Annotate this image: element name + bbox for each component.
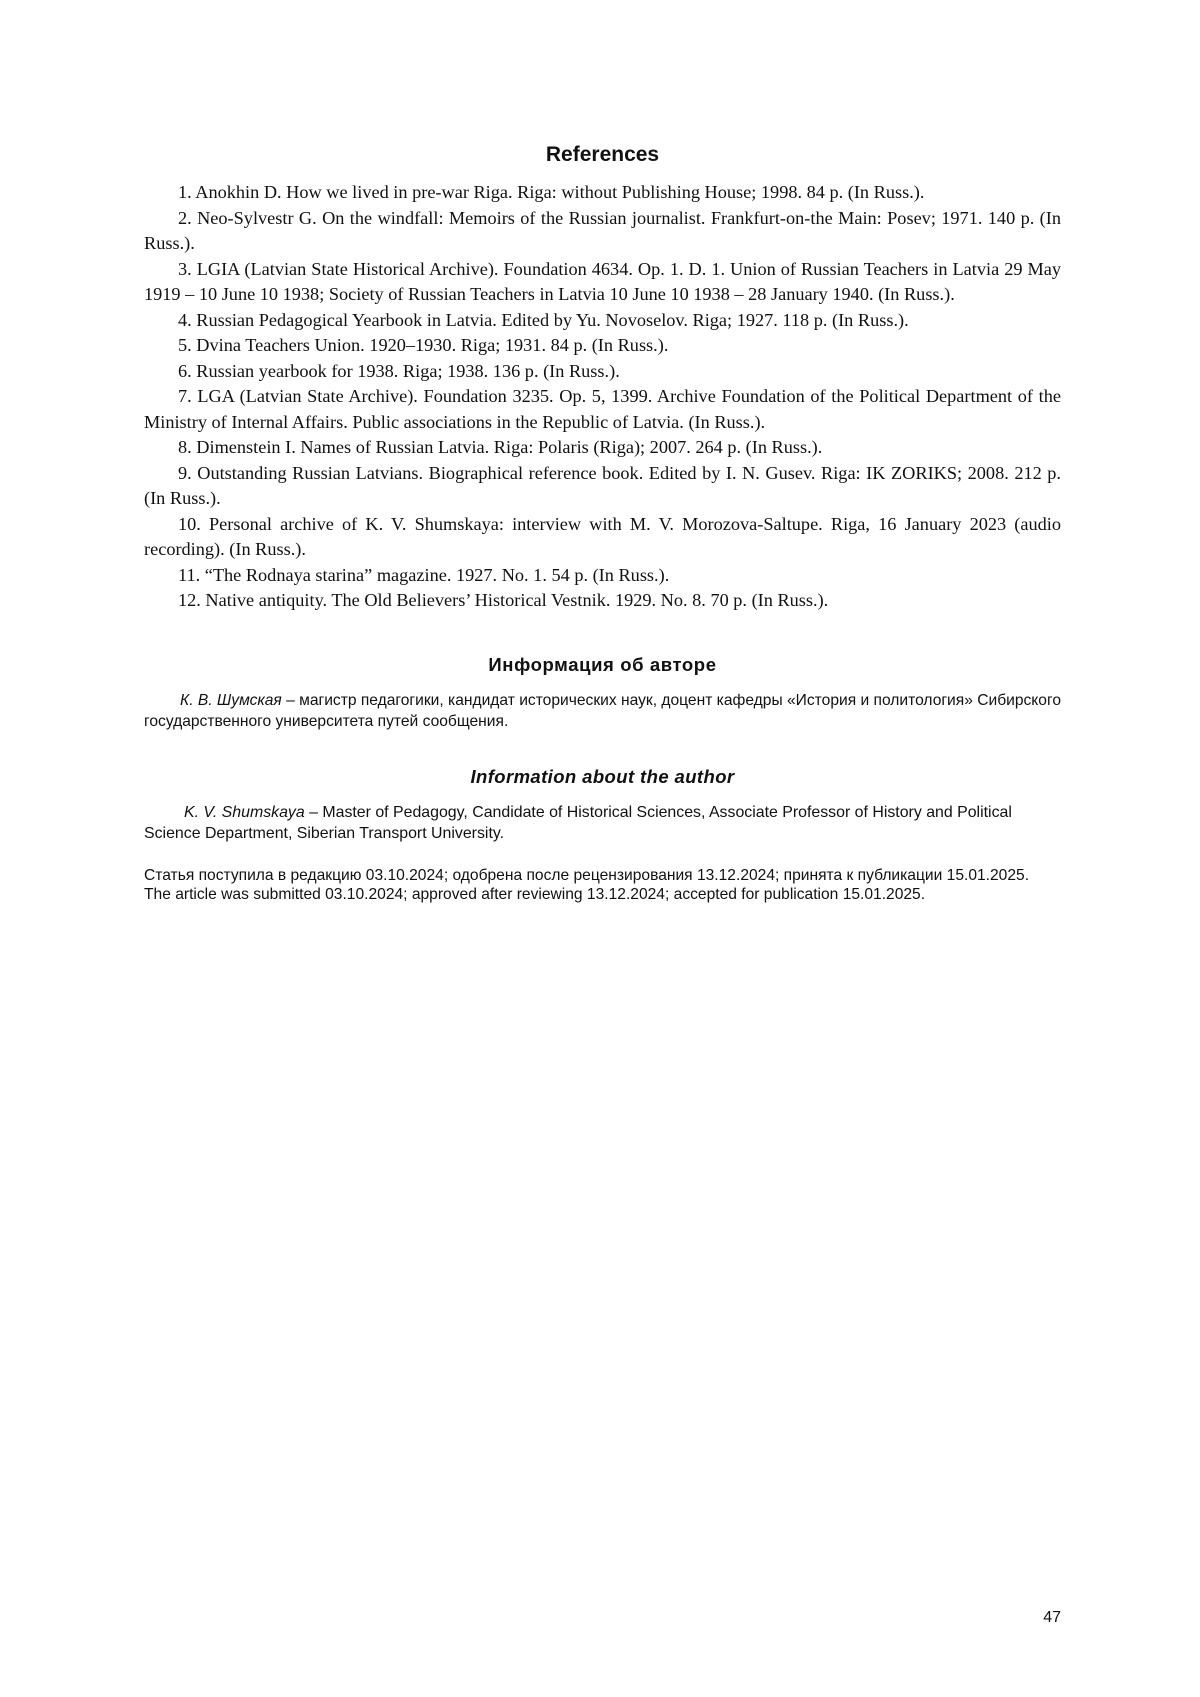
reference-item: 10. Personal archive of K. V. Shumskaya: interview with M. V. Morozova-Saltupe. Riga, 16 January 2023 (audio recording). (In Russ.). <box>144 513 1061 559</box>
author-info-heading-en: Information about the author <box>470 766 735 787</box>
reference-item: 9. Outstanding Russian Latvians. Biographical reference book. Edited by I. N. Gusev. Riga: IK ZORIKS; 2008. 212 p. (In Russ.). <box>144 462 1061 508</box>
page-number: 47 <box>1043 1609 1061 1626</box>
submission-dates-ru: Статья поступила в редакцию 03.10.2024; одобрена после рецензирования 13.12.2024; принята к публикации 15.01.2025. <box>144 867 1030 884</box>
reference-item: 3. LGIA (Latvian State Historical Archive). Foundation 4634. Op. 1. D. 1. Union of Russian Teachers in Latvia 29 May 1919 – 10 June 10 1938; Society of Russian Teachers in Latvia 10 June 10 1938 – 28 January 1940. (In Russ.). <box>144 258 1061 304</box>
references-heading: References <box>545 143 660 166</box>
author-info-ru <box>144 690 1061 732</box>
reference-item: 12. Native antiquity. The Old Believers’ Historical Vestnik. 1929. No. 8. 70 p. (In Russ.). <box>178 590 829 610</box>
reference-item: 5. Dvina Teachers Union. 1920–1930. Riga; 1931. 84 p. (In Russ.). <box>178 335 669 355</box>
author-info-heading-ru: Информация об авторе <box>488 654 717 675</box>
reference-item: 11. “The Rodnaya starina” magazine. 1927. No. 1. 54 p. (In Russ.). <box>178 564 670 585</box>
reference-item: 8. Dimenstein I. Names of Russian Latvia. Riga: Polaris (Riga); 2007. 264 p. (In Russ.). <box>178 437 823 457</box>
submission-dates-en: The article was submitted 03.10.2024; approved after reviewing 13.12.2024; accepted for publication 15.01.2025. <box>144 886 926 903</box>
reference-item: 7. LGA (Latvian State Archive). Foundation 3235. Op. 5, 1399. Archive Foundation of the Political Department of the Ministry of Internal Affairs. Public associations in the Republic of Latvia. (In Russ.). <box>144 386 1061 432</box>
submission-dates <box>144 866 1061 904</box>
author-name-ru: К. В. Шумская <box>180 692 282 709</box>
author-info-en <box>144 802 1061 844</box>
author-description-en: – Master of Pedagogy, Candidate of Historical Sciences, Associate Professor of History and Political Science Department, Siberian Transport University. <box>144 804 1012 842</box>
references-list <box>144 180 1061 614</box>
reference-item: 4. Russian Pedagogical Yearbook in Latvia. Edited by Yu. Novoselov. Riga; 1927. 118 p. (In Russ.). <box>178 309 909 330</box>
author-name-en: K. V. Shumskaya <box>184 804 305 821</box>
reference-item: 2. Neo-Sylvestr G. On the windfall: Memoirs of the Russian journalist. Frankfurt-on-the Main: Posev; 1971. 140 p. (In Russ.). <box>144 207 1061 253</box>
reference-item: 1. Anokhin D. How we lived in pre-war Riga. Riga: without Publishing House; 1998. 84 p. (In Russ.). <box>178 182 925 202</box>
reference-item: 6. Russian yearbook for 1938. Riga; 1938. 136 p. (In Russ.). <box>178 360 620 381</box>
author-description-ru: – магистр педагогики, кандидат исторических наук, доцент кафедры «История и политология» Сибирского государственного университета путей сообщения. <box>144 692 1061 730</box>
